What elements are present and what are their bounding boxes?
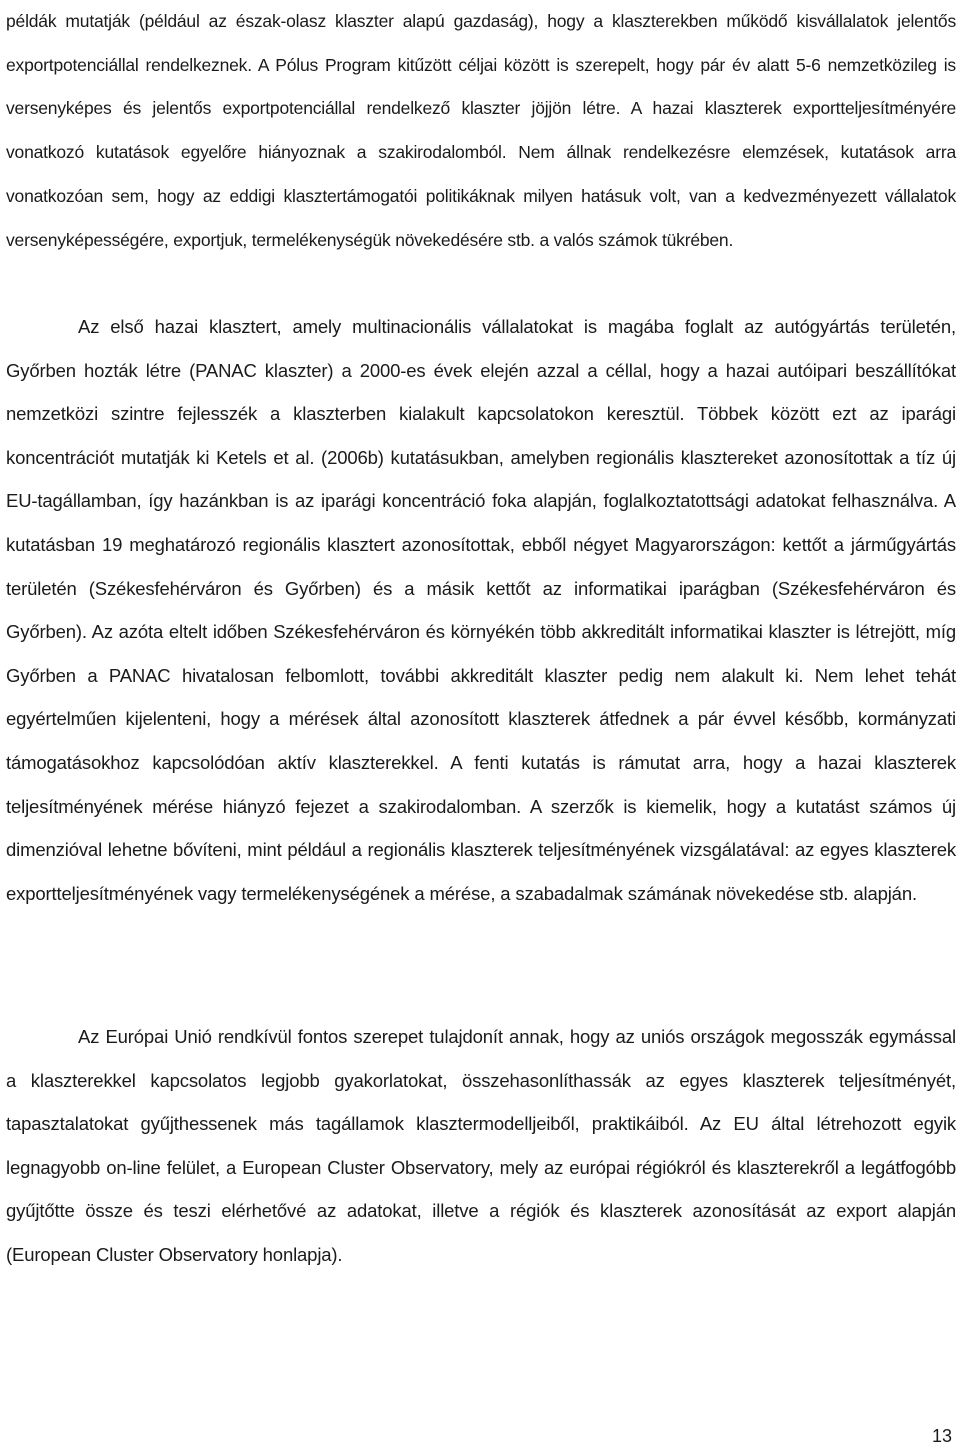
paragraph-1: példák mutatják (például az észak-olasz klaszter alapú gazdaság), hogy a klaszterekben működő kisvállalatok jelentős exportpotenciállal rendelkeznek. A Pólus Program kitűzött céljai között is szerepelt, hogy pár év alatt 5-6 nemzetközileg is versenyképes és jelentős exportpotenciállal rendelkező klaszter jöjjön létre. A hazai klaszterek exportteljesítményére vonatkozó kutatások egyelőre hiányoznak a szakirodalomból. Nem állnak rendelkezésre elemzések, kutatások arra vonatkozóan sem, hogy az eddigi klasztertámogatói politikáknak milyen hatásuk volt, van a kedvezményezett vállalatok versenyképességére, exportjuk, termelékenységük növekedésére stb. a valós számok tükrében. — [6, 11, 956, 250]
paragraph-2: Az első hazai klasztert, amely multinacionális vállalatokat is magába foglalt az autógyártás területén, Győrben hozták létre (PANAC klaszter) a 2000-es évek elején azzal a céllal, hogy a hazai autóipari beszállítókat nemzetközi szintre fejlesszék a klaszterben kialakult kapcsolatokon keresztül. Többek között ezt az iparági koncentrációt mutatják ki Ketels et al. (2006b) kutatásukban, amelyben regionális klasztereket azonosítottak a tíz új EU-tagállamban, így hazánkban is az iparági koncentráció foka alapján, foglalkoztatottsági adatokat felhasználva. A kutatásban 19 meghatározó regionális klasztert azonosítottak, ebből négyet Magyarországon: kettőt a járműgyártás területén (Székesfehérváron és Győrben) és a másik kettőt az informatikai iparágban (Székesfehérváron és Győrben). Az azóta eltelt időben Székesfehérváron és környékén több akkreditált informatikai klaszter is létrejött, míg Győrben a PANAC hivatalosan felbomlott, további akkreditált klaszter pedig nem alakult ki. Nem lehet tehát egyértelműen kijelenteni, hogy a mérések által azonosított klaszterek átfednek a pár évvel később, kormányzati támogatásokhoz kapcsolódóan aktív klaszterekkel. A fenti kutatás is rámutat arra, hogy a hazai klaszterek teljesítményének mérése hiányzó fejezet a szakirodalomban. A szerzők is kiemelik, hogy a kutatást számos új dimenzióval lehetne bővíteni, mint például a regionális klaszterek teljesítményének vizsgálatával: az egyes klaszterek exportteljesítményének vagy termelékenységének a mérése, a szabadalmak számának növekedése stb. alapján. — [6, 316, 956, 904]
page-number: 13 — [931, 1426, 952, 1446]
paragraph-3: Az Európai Unió rendkívül fontos szerepet tulajdonít annak, hogy az uniós országok megosszák egymással a klaszterekkel kapcsolatos legjobb gyakorlatokat, összehasonlíthassák az egyes klaszterek teljesítményét, tapasztalatokat gyűjthessenek más tagállamok klasztermodelljeiből, praktikáiból. Az EU által létrehozott egyik legnagyobb on-line felület, a European Cluster Observatory, mely az európai régiókról és klaszterekről a legátfogóbb gyűjtőtte össze és teszi elérhetővé az adatokat, illetve a régiók és klaszterek azonosítását az export alapján (European Cluster Observatory honlapja). — [6, 1026, 956, 1265]
